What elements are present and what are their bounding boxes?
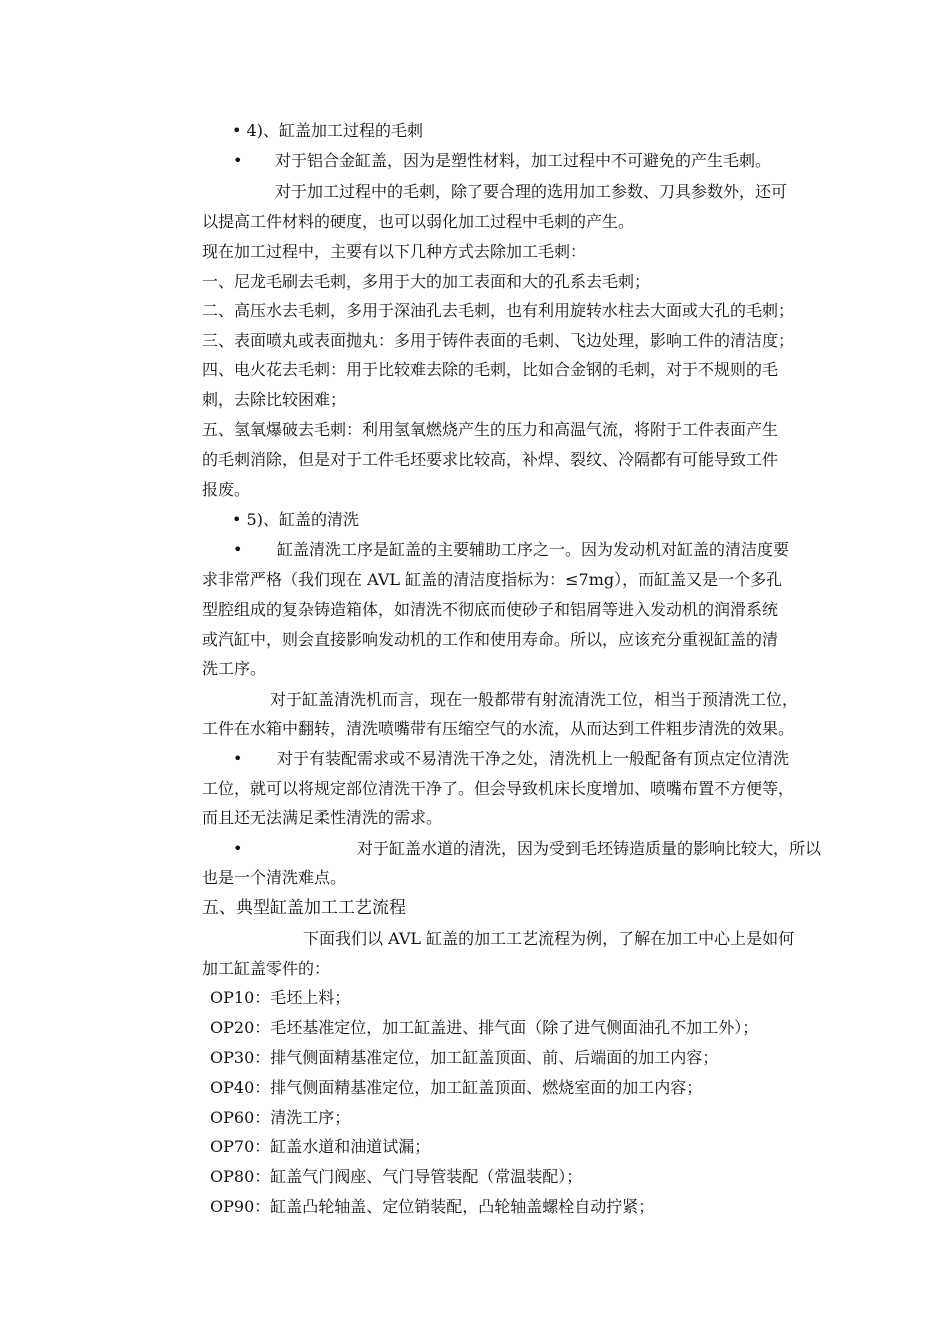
paragraph-line: 或汽缸中，则会直接影响发动机的工作和使用寿命。所以，应该充分重视缸盖的清 bbox=[202, 630, 779, 649]
process-step-op70: OP70：缸盖水道和油道试漏； bbox=[210, 1137, 431, 1156]
paragraph-line: 一、尼龙毛刷去毛刺，多用于大的加工表面和大的孔系去毛刺； bbox=[202, 272, 651, 291]
paragraph-line: 刺，去除比较困难； bbox=[202, 390, 347, 409]
paragraph-line: 四、电火花去毛刺：用于比较难去除的毛刺，比如合金钢的毛刺，对于不规则的毛 bbox=[202, 360, 779, 379]
paragraph-line: 的毛刺消除，但是对于工件毛坯要求比较高，补焊、裂纹、冷隔都有可能导致工件 bbox=[202, 450, 779, 469]
paragraph-line: 对于铝合金缸盖，因为是塑性材料，加工过程中不可避免的产生毛刺。 bbox=[275, 151, 772, 170]
section-5-heading: • 5)、缸盖的清洗 bbox=[232, 510, 359, 529]
paragraph-line: 加工缸盖零件的： bbox=[202, 959, 331, 978]
paragraph-line: 报废。 bbox=[202, 480, 251, 499]
paragraph-line: 也是一个清洗难点。 bbox=[202, 868, 347, 887]
paragraph-line: 对于有装配需求或不易清洗干净之处，清洗机上一般配备有顶点定位清洗 bbox=[277, 749, 790, 768]
paragraph-line: 现在加工过程中，主要有以下几种方式去除加工毛刺： bbox=[202, 242, 587, 261]
paragraph-line: 下面我们以 AVL 缸盖的加工工艺流程为例，了解在加工中心上是如何 bbox=[303, 929, 795, 948]
paragraph-line: 对于缸盖水道的清洗，因为受到毛坯铸造质量的影响比较大，所以 bbox=[357, 839, 822, 858]
paragraph-line: 对于缸盖清洗机而言，现在一般都带有射流清洗工位，相当于预清洗工位， bbox=[270, 690, 799, 709]
paragraph-line: 工件在水箱中翻转，清洗喷嘴带有压缩空气的水流，从而达到工件粗步清洗的效果。 bbox=[202, 719, 795, 738]
paragraph-line: 洗工序。 bbox=[202, 659, 267, 678]
process-step-op30: OP30：排气侧面精基准定位，加工缸盖顶面、前、后端面的加工内容； bbox=[210, 1048, 719, 1067]
paragraph-line: 二、高压水去毛刺，多用于深油孔去毛刺，也有利用旋转水柱去大面或大孔的毛刺； bbox=[202, 301, 795, 320]
section-heading: 五、典型缸盖加工工艺流程 bbox=[202, 898, 406, 918]
bullet-point: • bbox=[233, 151, 243, 170]
process-step-op10: OP10：毛坯上料； bbox=[210, 988, 351, 1007]
paragraph-line: 求非常严格（我们现在 AVL 缸盖的清洁度指标为：≤7mg），而缸盖又是一个多孔 bbox=[202, 570, 783, 589]
paragraph-line: 而且还无法满足柔性清洗的需求。 bbox=[202, 808, 443, 827]
section-4-heading: • 4)、缸盖加工过程的毛刺 bbox=[232, 121, 423, 140]
paragraph-line: 缸盖清洗工序是缸盖的主要辅助工序之一。因为发动机对缸盖的清洁度要 bbox=[277, 540, 790, 559]
process-step-op60: OP60：清洗工序； bbox=[210, 1108, 351, 1127]
process-step-op90: OP90：缸盖凸轮轴盖、定位销装配，凸轮轴盖螺栓自动拧紧； bbox=[210, 1197, 655, 1216]
paragraph-line: 以提高工件材料的硬度，也可以弱化加工过程中毛刺的产生。 bbox=[202, 212, 635, 231]
paragraph-line: 型腔组成的复杂铸造箱体，如清洗不彻底而使砂子和铝屑等进入发动机的润滑系统 bbox=[202, 600, 779, 619]
paragraph-line: 三、表面喷丸或表面抛丸：多用于铸件表面的毛刺、飞边处理，影响工件的清洁度； bbox=[202, 331, 795, 350]
bullet-point: • bbox=[233, 540, 243, 559]
paragraph-line: 对于加工过程中的毛刺，除了要合理的选用加工参数、刀具参数外，还可 bbox=[275, 182, 788, 201]
paragraph-line: 五、氢氧爆破去毛刺：利用氢氧燃烧产生的压力和高温气流，将附于工件表面产生 bbox=[202, 420, 779, 439]
bullet-point: • bbox=[233, 749, 243, 768]
process-step-op20: OP20：毛坯基准定位，加工缸盖进、排气面（除了进气侧面油孔不加工外）； bbox=[210, 1018, 759, 1037]
process-step-op40: OP40：排气侧面精基准定位，加工缸盖顶面、燃烧室面的加工内容； bbox=[210, 1078, 703, 1097]
paragraph-line: 工位，就可以将规定部位清洗干净了。但会导致机床长度增加、喷嘴布置不方便等， bbox=[202, 779, 795, 798]
process-step-op80: OP80：缸盖气门阀座、气门导管装配（常温装配）； bbox=[210, 1167, 583, 1186]
bullet-point: • bbox=[233, 839, 243, 858]
